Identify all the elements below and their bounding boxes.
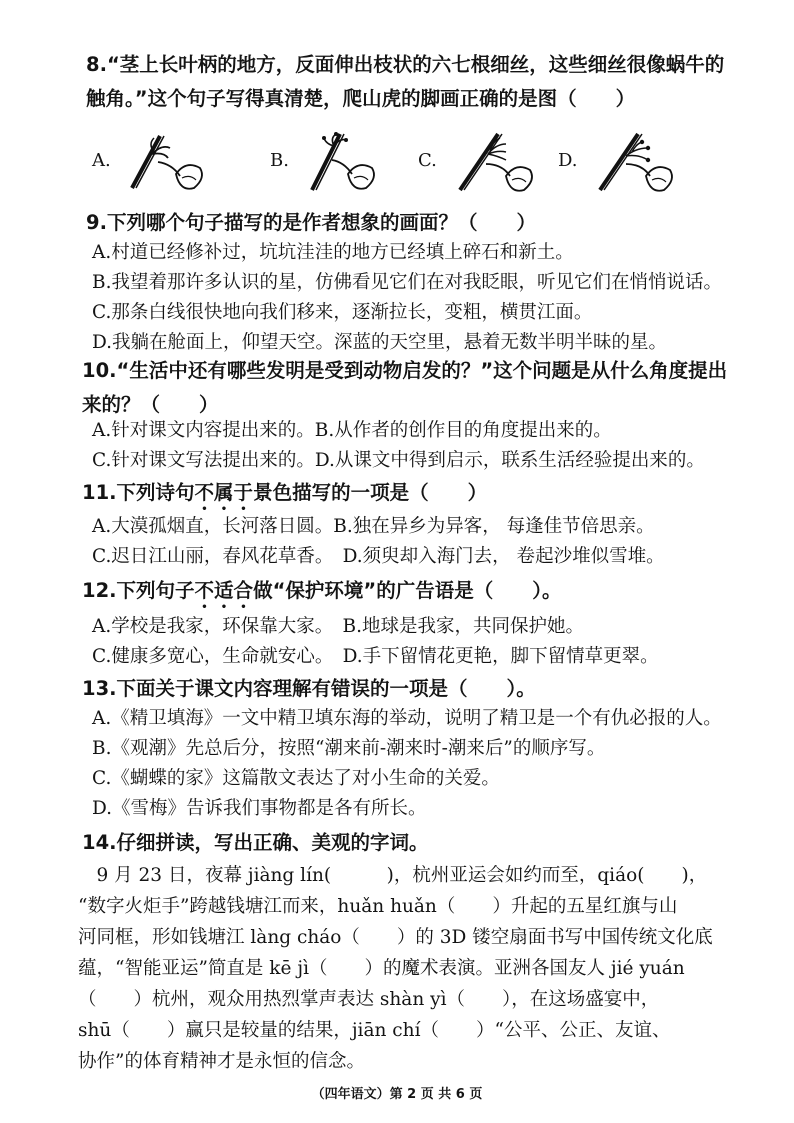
plant-icon [304,130,394,194]
plant-icon [452,130,552,194]
option-row-2: C.针对课文写法提出来的。D.从课文中得到启示，联系生活经验提出来的。 [92,450,705,471]
option-d: D.《雪梅》告诉我们事物都是各有所长。 [92,798,427,819]
question-12-stem [82,574,742,613]
option-a: A.村道已经修补过，坑坑洼洼的地方已经填上碎石和新土。 [92,242,574,263]
passage-line: shū（ ）赢只是较量的结果，jiān chí（ ）“公平、公正、友谊、 [78,1020,671,1041]
stem-prefix: 12.下列句子 [82,579,195,602]
passage-line: 协作”的体育精神才是永恒的信念。 [78,1051,365,1072]
option-row-1: A.大漠孤烟直，长河落日圆。B.独在异乡为异客， 每逢佳节倍思亲。 [92,516,655,537]
question-14-stem: 14.仔细拼读，写出正确、美观的字词。 [82,831,429,854]
passage-line: （ ）杭州，观众用热烈掌声表达 shàn yì（ ），在这场盛宴中， [78,989,660,1010]
plant-icon [592,130,692,194]
option-row-1: A.学校是我家，环保靠大家。 B.地球是我家，共同保护她。 [92,616,584,637]
emphasized-word: 不适合 [194,579,254,602]
option-b: B.我望着那许多认识的星，仿佛看见它们在对我眨眼，听见它们在悄悄说话。 [92,272,722,293]
question-13-options [92,704,752,824]
stem-suffix: 景色描写的一项是（ ） [253,481,488,504]
passage-line: 蕴，“智能亚运”简直是 kē jì（ ）的魔术表演。亚洲各国友人 jié yuán [78,958,685,979]
option-b: B.《观潮》先总后分，按照“潮来前-潮来时-潮来后”的顺序写。 [92,738,606,759]
option-row-2: C.迟日江山丽，春风花草香。 D.须臾却入海门去， 卷起沙堆似雪堆。 [92,546,665,567]
question-8 [86,48,746,116]
question-8-figures [92,130,692,200]
figure-label: A. [92,150,111,171]
question-10-line-1: 10.“生活中还有哪些发明是受到动物启发的？”这个问题是从什么角度提出 [82,359,728,382]
figure-label: B. [270,150,289,171]
question-9-stem: 9.下列哪个句子描写的是作者想象的画面？（ ） [86,211,536,234]
question-8-line-1: 8.“茎上长叶柄的地方，反面伸出枝状的六七根细丝，这些细丝很像蜗牛的 [86,53,725,76]
figure-label: D. [558,150,578,171]
question-13-stem: 13.下面关于课文内容理解有错误的一项是（ ）。 [82,677,536,700]
question-9-options [92,238,752,358]
question-10-options [92,416,752,476]
stem-prefix: 11.下列诗句 [82,481,195,504]
option-a: A.《精卫填海》一文中精卫填东海的举动，说明了精卫是一个有仇必报的人。 [92,708,722,729]
question-10-line-2: 来的？（ ） [82,393,219,416]
emphasized-word: 不属于 [194,481,254,504]
passage-line: 9 月 23 日，夜幕 jiàng lín( )，杭州亚运会如约而至，qiáo( )， [78,865,708,886]
option-row-1: A.针对课文内容提出来的。B.从作者的创作目的角度提出来的。 [92,420,612,441]
figure-label: C. [418,150,437,171]
question-11-options [92,512,752,572]
option-d: D.我躺在舱面上，仰望天空。深蓝的天空里，悬着无数半明半昧的星。 [92,332,668,353]
question-11-stem [82,476,742,515]
plant-icon [126,130,216,194]
option-c: C.《蝴蝶的家》这篇散文表达了对小生命的关爱。 [92,768,500,789]
passage-line: “数字火炬手”跨越钱塘江而来，huǎn huǎn（ ）升起的五星红旗与山 [78,896,678,917]
question-12-options [92,612,752,672]
stem-suffix: 做“保护环境”的广告语是（ ）。 [253,579,562,602]
option-c: C.那条白线很快地向我们移来，逐渐拉长，变粗，横贯江面。 [92,302,593,323]
option-row-2: C.健康多宽心，生命就安心。 D.手下留情花更艳，脚下留情草更翠。 [92,646,659,667]
passage-line: 河同框，形如钱塘江 làng cháo（ ）的 3D 镂空扇面书写中国传统文化底 [78,927,713,948]
question-10 [82,354,742,422]
question-14-passage [78,860,742,1077]
question-8-line-2: 触角。”这个句子写得真清楚，爬山虎的脚画正确的是图（ ） [86,87,636,110]
page-footer: （四年语文）第 2 页 共 6 页 [311,1087,483,1102]
